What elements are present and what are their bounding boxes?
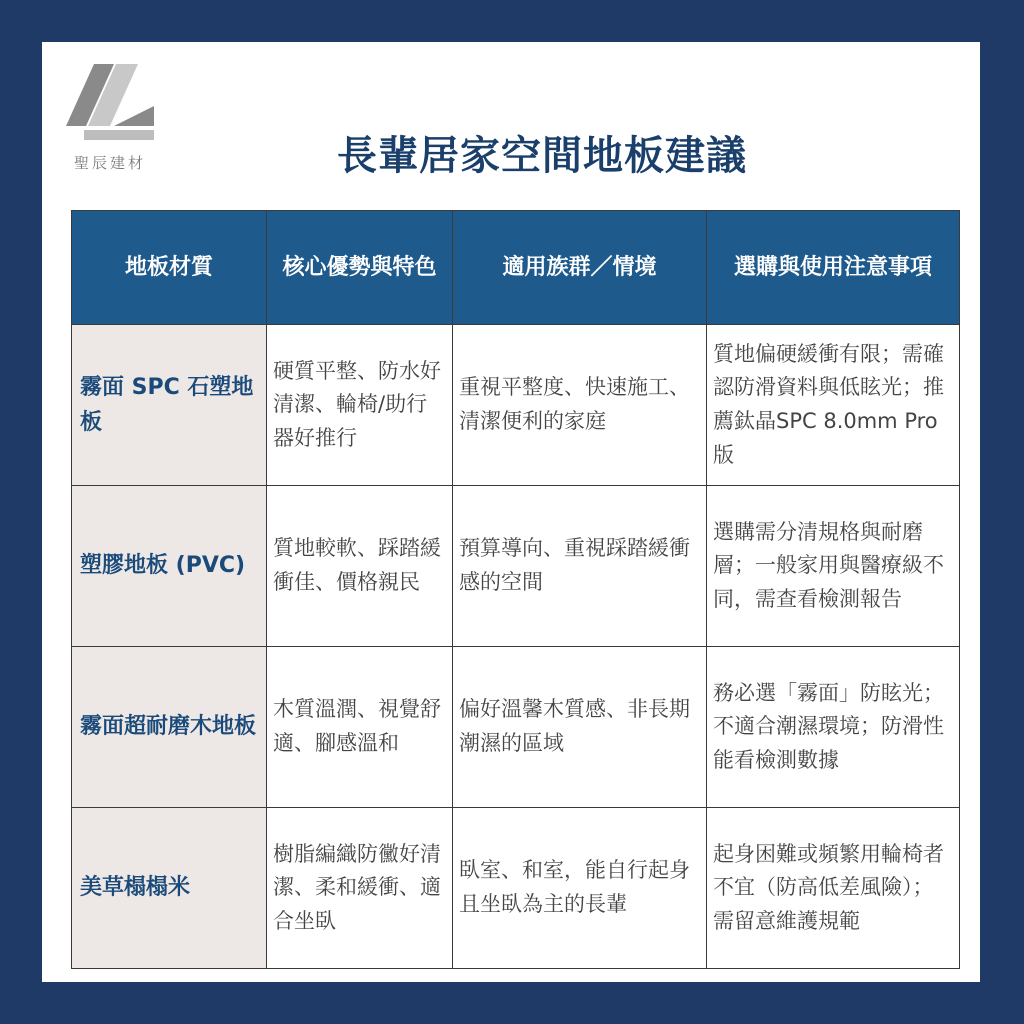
- advantages-cell: 樹脂編織防黴好清潔、柔和緩衝、適合坐臥: [267, 808, 453, 969]
- material-cell: 霧面超耐磨木地板: [72, 647, 267, 808]
- audience-cell: 預算導向、重視踩踏緩衝感的空間: [453, 486, 707, 647]
- audience-cell: 重視平整度、快速施工、清潔便利的家庭: [453, 325, 707, 486]
- notes-cell: 務必選「霧面」防眩光；不適合潮濕環境；防滑性能看檢測數據: [707, 647, 960, 808]
- header-notes: 選購與使用注意事項: [707, 211, 960, 325]
- material-cell: 霧面 SPC 石塑地板: [72, 325, 267, 486]
- material-cell: 塑膠地板 (PVC): [72, 486, 267, 647]
- advantages-cell: 硬質平整、防水好清潔、輪椅/助行器好推行: [267, 325, 453, 486]
- notes-cell: 起身困難或頻繁用輪椅者不宜（防高低差風險）；需留意維護規範: [707, 808, 960, 969]
- brand-logo-icon: [64, 56, 156, 146]
- brand-name: 聖辰建材: [73, 154, 146, 172]
- header-advantages: 核心優勢與特色: [267, 211, 453, 325]
- audience-cell: 偏好溫馨木質感、非長期潮濕的區域: [453, 647, 707, 808]
- notes-cell: 選購需分清規格與耐磨層；一般家用與醫療級不同，需查看檢測報告: [707, 486, 960, 647]
- table-row: [72, 325, 960, 486]
- notes-cell: 質地偏硬緩衝有限；需確認防滑資料與低眩光；推薦鈦晶SPC 8.0mm Pro版: [707, 325, 960, 486]
- advantages-cell: 木質溫潤、視覺舒適、腳感溫和: [267, 647, 453, 808]
- recommendation-table: [71, 210, 960, 969]
- table-header-row: [72, 211, 960, 325]
- header-material: 地板材質: [72, 211, 267, 325]
- audience-cell: 臥室、和室，能自行起身且坐臥為主的長輩: [453, 808, 707, 969]
- table-row: [72, 647, 960, 808]
- material-cell: 美草榻榻米: [72, 808, 267, 969]
- advantages-cell: 質地較軟、踩踏緩衝佳、價格親民: [267, 486, 453, 647]
- page-title: 長輩居家空間地板建議: [337, 133, 747, 179]
- content-card: [42, 42, 980, 982]
- table-row: [72, 808, 960, 969]
- brand-logo: [60, 56, 160, 176]
- table-row: [72, 486, 960, 647]
- header-audience: 適用族群／情境: [453, 211, 707, 325]
